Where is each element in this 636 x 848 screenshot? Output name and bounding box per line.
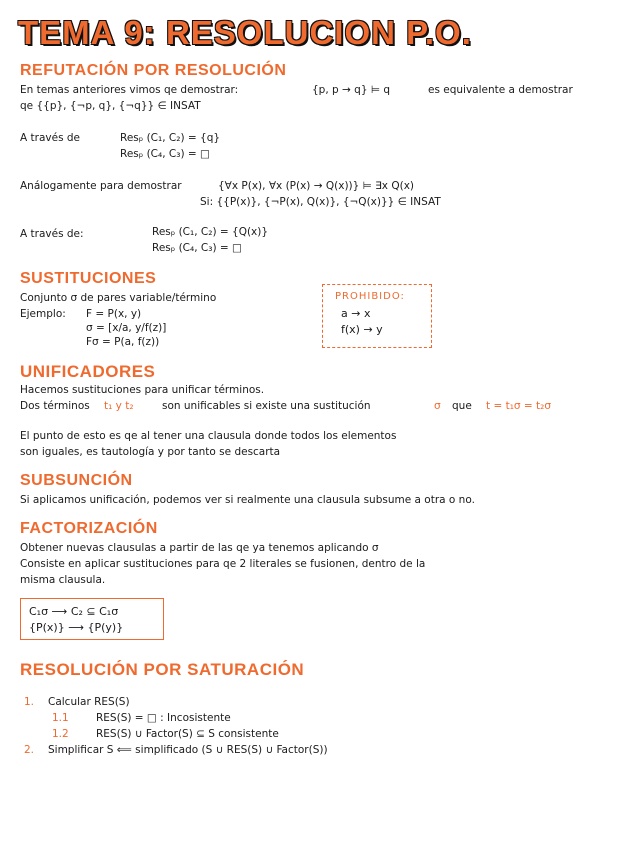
refutacion-line-1-formula: {p, p → q} ⊨ q [312,84,390,96]
prohibido-title: PROHIBIDO: [335,291,405,302]
heading-unificadores: UNIFICADORES [20,362,156,381]
traves-label-2: A través de: [20,228,84,240]
subsuncion-line-1: Si aplicamos unificación, podemos ver si realmente una clausula subsume a otra o no. [20,494,475,506]
analog-line-b: {∀x P(x), ∀x (P(x) → Q(x))} ⊨ ∃x Q(x) [218,180,414,192]
sustituciones-formula-f: F = P(x, y) [86,308,142,320]
unificadores-line-2-terms: t₁ y t₂ [104,400,134,412]
saturacion-item-1-2: RES(S) ∪ Factor(S) ⊆ S consistente [96,728,279,740]
factorizacion-box [20,598,164,640]
sustituciones-result: Fσ = P(a, f(z)) [86,336,160,348]
factorizacion-box-line-1: C₁σ ⟶ C₂ ⊆ C₁σ [29,605,119,618]
unificadores-line-4: son iguales, es tautología y por tanto se descarta [20,446,281,458]
sustituciones-line-1: Conjunto σ de pares variable/término [20,292,217,304]
analog-line-a: Análogamente para demostrar [20,180,182,192]
sustituciones-sigma: σ = [x/a, y/f(z)] [86,322,167,334]
saturacion-item-1-1: RES(S) = □ : Incosistente [96,712,231,724]
unificadores-line-1: Hacemos sustituciones para unificar términos. [20,384,265,396]
unificadores-line-2-a: Dos términos [20,400,90,412]
heading-saturacion: RESOLUCIÓN POR SATURACIÓN [20,660,305,679]
heading-sustituciones: SUSTITUCIONES [20,270,157,287]
resolvent-3: Resₚ (C₁, C₂) = {Q(x)} [152,226,269,238]
heading-factorizacion: FACTORIZACIÓN [20,520,158,537]
unificadores-line-3: El punto de esto es qe al tener una clausula donde todos los elementos [20,430,397,442]
sustituciones-ejemplo-label: Ejemplo: [20,308,66,320]
unificadores-line-2-que: que [452,400,472,412]
prohibido-rule-1: a → x [341,307,371,320]
resolvent-1: Resₚ (C₁, C₂) = {q} [120,132,221,144]
resolvent-4: Resₚ (C₄, C₃) = □ [152,242,242,254]
page-title: TEMA 9: RESOLUCION P.O. [18,14,472,51]
refutacion-line-1: En temas anteriores vimos qe demostrar: [20,84,239,96]
refutacion-line-1-end: es equivalente a demostrar [428,84,573,96]
saturacion-item-2-num: 2. [24,744,35,756]
resolvent-2: Resₚ (C₄, C₃) = □ [120,148,210,160]
heading-subsuncion: SUBSUNCIÓN [20,472,133,489]
prohibido-rule-2: f(x) → y [341,323,383,336]
saturacion-item-1-num: 1. [24,696,35,708]
saturacion-item-1-2-num: 1.2 [52,728,69,740]
heading-refutacion: REFUTACIÓN POR RESOLUCIÓN [20,62,287,79]
factorizacion-box-line-2: {P(x)} ⟶ {P(y)} [29,621,124,634]
factorizacion-line-3: misma clausula. [20,574,106,586]
unificadores-line-2-equation: t = t₁σ = t₂σ [486,400,552,412]
traves-label-1: A través de [20,132,80,144]
unificadores-line-2-c: son unificables si existe una sustitución [162,400,371,412]
refutacion-line-2: qe {{p}, {¬p, q}, {¬q}} ∈ INSAT [20,100,201,112]
factorizacion-line-1: Obtener nuevas clausulas a partir de las qe ya tenemos aplicando σ [20,542,379,554]
unificadores-line-2-sigma: σ [434,400,441,412]
saturacion-item-1: Calcular RES(S) [48,696,130,708]
saturacion-item-2: Simplificar S ⟸ simplificado (S ∪ RES(S) ∪ Factor(S)) [48,744,328,756]
factorizacion-line-2: Consiste en aplicar sustituciones para qe 2 literales se fusionen, dentro de la [20,558,426,570]
analog-si-line: Si: {{P(x)}, {¬P(x), Q(x)}, {¬Q(x)}} ∈ INSAT [200,196,441,208]
prohibido-box [322,284,432,348]
saturacion-item-1-1-num: 1.1 [52,712,69,724]
